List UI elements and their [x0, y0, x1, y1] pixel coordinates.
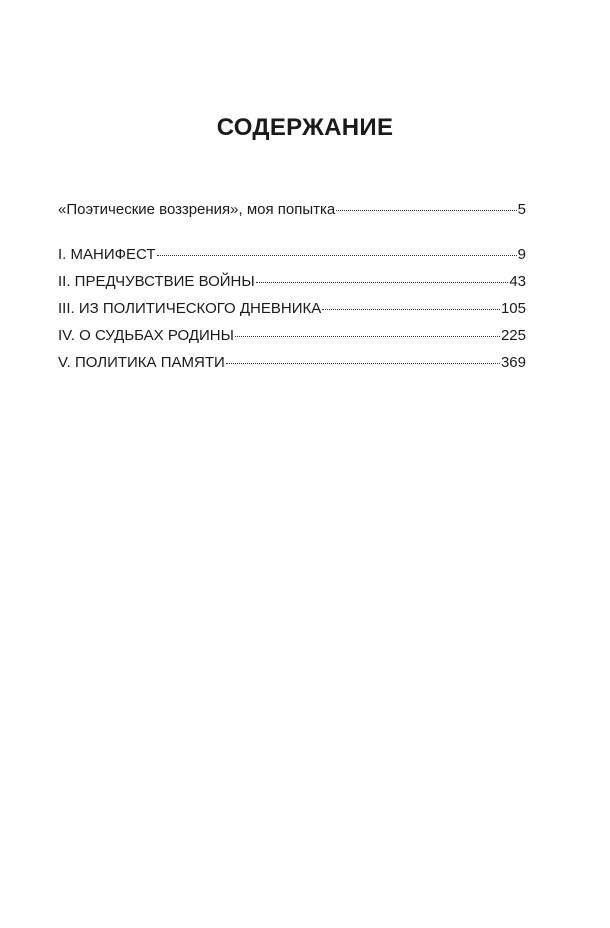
dot-leader	[157, 255, 517, 256]
page-title: СОДЕРЖАНИЕ	[216, 114, 394, 141]
toc-entry-page-number: 225	[500, 327, 526, 344]
toc-entry-chapter-5	[58, 353, 526, 373]
toc-entry-chapter-2	[58, 272, 526, 292]
dot-leader	[322, 309, 500, 310]
toc-entry-page-number: 5	[517, 201, 526, 218]
toc-entry-chapter-3	[58, 299, 526, 319]
toc-entry-label: III. ИЗ ПОЛИТИЧЕСКОГО ДНЕВНИКА	[58, 300, 322, 317]
toc-entry-label: V. ПОЛИТИКА ПАМЯТИ	[58, 354, 225, 371]
toc-entry-label: «Поэтические воззрения», моя попытка	[58, 201, 336, 218]
toc-entry-chapter-1	[58, 245, 526, 265]
dot-leader	[235, 336, 500, 337]
dot-leader	[256, 282, 509, 283]
toc-entry-page-number: 369	[500, 354, 526, 371]
toc-entry-page-number: 105	[500, 300, 526, 317]
toc-entry-chapter-4	[58, 326, 526, 346]
toc-entry-page-number: 43	[509, 273, 526, 290]
toc-entry-intro	[58, 200, 526, 220]
dot-leader	[226, 363, 500, 364]
toc-entry-page-number: 9	[517, 246, 526, 263]
toc-entry-label: II. ПРЕДЧУВСТВИЕ ВОЙНЫ	[58, 273, 255, 290]
toc-entry-label: I. МАНИФЕСТ	[58, 246, 156, 263]
dot-leader	[336, 210, 516, 211]
toc-entry-label: IV. О СУДЬБАХ РОДИНЫ	[58, 327, 234, 344]
